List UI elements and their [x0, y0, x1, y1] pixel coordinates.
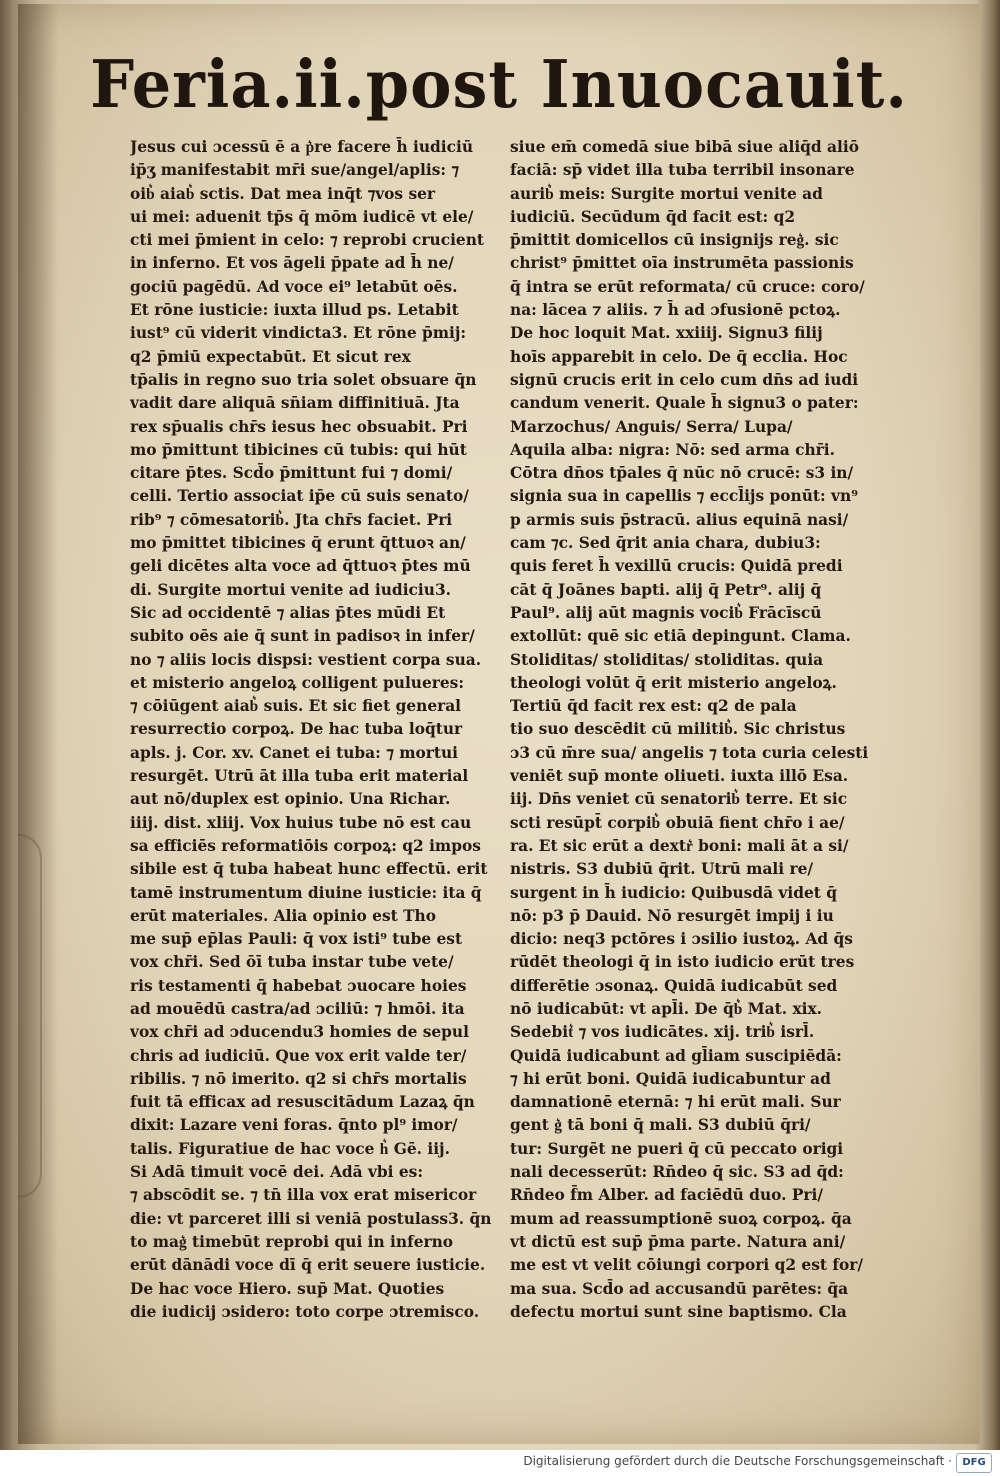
text-line: siue em̄ comedā siue bibā siue aliq̄d aliō	[510, 138, 859, 156]
text-line: signū crucis erit in celo cum dn̄s ad iudi	[510, 370, 859, 389]
text-line: christ⁹ p̄mittet oīa instrumēta passionis	[510, 254, 854, 273]
text-line: vox chr̄i ad ɔducendu3 homies de sepul	[130, 1023, 469, 1042]
text-line: cāt q̄ Joānes bapti. alij q̄ Petr⁹. alij q̄	[510, 580, 822, 599]
text-line: faciā: sp̄ videt illa tuba terribil insonare	[510, 161, 855, 180]
text-line: erūt dānādi voce dī q̄ erit seuere iusticie.	[130, 1256, 486, 1275]
text-line: Si Adā timuit vocē dei. Adā vbi es:	[130, 1163, 424, 1182]
text-line: Stoliditas/ stoliditas/ stoliditas. quia	[510, 650, 824, 669]
text-line: sa efficiēs reformatiōis corpoꝝ: q2 impos	[130, 836, 481, 855]
footer-bar	[0, 1450, 1000, 1476]
text-line: nō iudicabūt: vt apl̄i. De q̄b͛ Mat. xix.	[510, 999, 823, 1018]
text-line: geli dicētes alta voce ad q̄ttuoꝛ p̄tes mū	[130, 557, 471, 576]
text-line: vadit dare aliquā sn̄iam diffinitiuā. Jta	[130, 394, 460, 413]
text-line: iiij. dist. xliij. Vox huius tube nō est cau	[130, 813, 472, 832]
text-line: Rn̄deo f̄m Alber. ad faciēdū duo. Pri/	[510, 1186, 823, 1205]
text-line: et misterio angeloꝝ colligent pulueres:	[130, 673, 465, 692]
text-line: na: lācea ⁊ aliis. ⁊ h̄ ad ɔfusionē pctoꝝ.	[510, 301, 841, 320]
text-line: tamē instrumentum diuine iusticie: ita q̄	[130, 883, 482, 902]
text-line: Tertiū q̄d facit rex est: q2 de pala	[510, 697, 797, 716]
binding-shadow	[18, 4, 58, 1444]
text-line: iust⁹ cū viderit vindicta3. Et rōne p̄mij:	[130, 324, 467, 343]
text-line: Paul⁹. alij aūt magnis vocib͛ Frācīscū	[510, 603, 822, 622]
dfg-logo-icon: DFG	[956, 1453, 992, 1473]
text-line: ribilis. ⁊ nō imerito. q2 si chr̄s mortalis	[130, 1069, 467, 1088]
text-line: tur: Surgēt ne pueri q̄ cū peccato origi	[510, 1139, 844, 1158]
text-line: Quidā iudicabunt ad gl̄iam suscipiēdā:	[510, 1046, 842, 1065]
text-line: Aquila alba: nigra: Nō: sed arma chr̄i.	[510, 440, 835, 459]
text-line: rib⁹ ⁊ cōmesatorib͛. Jta chr̄s faciet. Pri	[130, 510, 453, 529]
text-line: dicio: neq3 pctōres i ɔsilio iustoꝝ. Ad q̄s	[510, 930, 853, 949]
text-line: nō: p3 p̄ Dauid. Nō resurgēt impij i iu	[510, 906, 834, 925]
text-line: dixit: Lazare veni foras. q̄nto pl⁹ imor/	[130, 1116, 458, 1135]
text-line: apls. j. Cor. xv. Canet ei tuba: ⁊ mortui	[130, 743, 459, 762]
text-line: ui mei: aduenit tp̄s q̄ mōm iudicē vt ele/	[130, 207, 474, 226]
text-line: vox chr̄i. Sed ōī tuba instar tube vete/	[130, 953, 454, 972]
text-line: gent g͛ tā boni q̄ mali. S3 dubiū q̄ri/	[510, 1116, 811, 1135]
page-title: Feria.ii.post Inuocauit.	[90, 46, 908, 123]
text-line: iij. Dn̄s veniet cū senatorib͛ terre. Et sic	[510, 790, 848, 809]
book-page	[18, 4, 980, 1444]
text-line: citare p̄tes. Scd̄o p̄mittunt fui ⁊ domi/	[130, 464, 453, 483]
text-line: fuit tā efficax ad resuscitādum Lazaꝝ q̄n	[130, 1093, 475, 1112]
text-line: p armis suis p̄stracū. alius equinā nasi/	[510, 510, 849, 529]
text-line: sibile est q̄ tuba habeat hunc effectū. erit	[130, 860, 488, 879]
text-line: ⁊ abscōdit se. ⁊ tn̄ illa vox erat misericor	[130, 1186, 477, 1205]
text-line: di. Surgite mortui venite ad iudiciu3.	[130, 580, 452, 599]
text-line: hoīs apparebit in celo. De q̄ ecclia. Hoc	[510, 347, 848, 366]
text-line: q2 p̄miū expectabūt. Et sicut rex	[130, 347, 411, 366]
text-line: me sup̄ ep̄las Pauli: q̄ vox isti⁹ tube est	[130, 930, 463, 949]
text-line: q̄ intra se erūt reformata/ cū cruce: coro/	[510, 277, 865, 296]
text-line: ɔ3 cū m̄re sua/ angelis ⁊ tota curia celesti	[510, 743, 869, 762]
text-line: damnationē eternā: ⁊ hi erūt mali. Sur	[510, 1093, 841, 1112]
text-line: Cōtra dn̄os tp̄ales q̄ nūc nō crucē: s3 in/	[510, 464, 854, 483]
text-line: vt dictū est sup̄ p̄ma parte. Natura ani/	[510, 1232, 846, 1251]
text-line: mum ad reassumptionē suoꝝ corpoꝝ. q̄a	[510, 1209, 852, 1228]
text-line: defectu mortui sunt sine baptismo. Cla	[510, 1302, 847, 1321]
text-line: ⁊ hi erūt boni. Quidā iudicabuntur ad	[510, 1069, 831, 1088]
text-line: aurib͛ meis: Surgite mortui venite ad	[510, 184, 823, 203]
text-line: nali decesserūt: Rn̄deo q̄ sic. S3 ad q̄d:	[510, 1163, 844, 1182]
text-line: resurrectio corpoꝝ. De hac tuba loq̄tur	[130, 720, 463, 739]
text-line: Jesus cui ɔcessū ē a p͛re facere h̄ iudiciū	[130, 138, 474, 156]
text-line: tp̄alis in regno suo tria solet obsuare q̄n	[130, 370, 477, 389]
text-line: die: vt parceret illi si veniā postulass3. q̄n	[130, 1209, 492, 1228]
text-line: surgent in h̄ iudicio: Quibusdā videt q̄	[510, 883, 838, 902]
text-line: p̄mittit domicellos cū insignijs reg͛. sic	[510, 231, 839, 250]
text-line: scti resūpt̄ corpib͛ obuiā fient chr̄o i ae/	[510, 813, 845, 832]
text-line: cti mei p̄mient in celo: ⁊ reprobi crucient	[130, 231, 485, 250]
text-line: theologi volūt q̄ erit misterio angeloꝝ.	[510, 673, 837, 692]
text-line: ad mouēdū castra/ad ɔciliū: ⁊ hmōi. ita	[130, 999, 465, 1018]
text-line: rūdēt theologi q̄ in isto iudicio erūt tres	[510, 953, 855, 972]
text-line: quis feret h̄ vexillū crucis: Quidā predi	[510, 557, 843, 576]
text-line: subito oēs aie q̄ sunt in padisoꝛ in infer/	[130, 627, 475, 646]
text-line: in inferno. Et vos āgeli p̄pate ad h̄ ne/	[130, 254, 454, 273]
text-line: chris ad iudiciū. Que vox erit valde ter/	[130, 1046, 467, 1065]
text-line: candum venerit. Quale h̄ signu3 o pater:	[510, 394, 859, 413]
text-line: oib͛ aiab͛ sctis. Dat mea inq̄t ⁊vos ser	[130, 184, 436, 203]
text-line: cam ⁊c. Sed q̄rit ania chara, dubiu3:	[510, 534, 821, 553]
text-line: talis. Figuratiue de hac voce h͛ Gē. iij.	[130, 1139, 450, 1158]
left-text-column	[130, 136, 502, 1324]
text-line: tio suo descēdit cū militib͛. Sic christus	[510, 720, 846, 739]
text-line: nistris. S3 dubiū q̄rit. Utrū mali re/	[510, 860, 813, 879]
text-line: die iudicij ɔsidero: toto corpe ɔtremisco.	[130, 1302, 480, 1321]
text-line: De hac voce Hiero. sup̄ Mat. Quoties	[130, 1279, 445, 1298]
text-line: me est vt velit cōiungi corpori q2 est for/	[510, 1256, 863, 1275]
text-line: ris testamenti q̄ habebat ɔuocare hoies	[130, 976, 467, 995]
text-line: Sedebit͛ ⁊ vos iudicātes. xij. trib͛ isrl̄.	[510, 1023, 815, 1042]
text-line: gociū pagēdū. Ad voce ei⁹ letabūt oēs.	[130, 277, 458, 296]
text-line: signia sua in capellis ⁊ eccl̄ijs ponūt: vn⁹	[510, 487, 858, 506]
text-line: no ⁊ aliis locis dispsi: vestient corpa sua.	[130, 650, 482, 669]
text-line: celli. Tertio associat ip̄e cū suis senato/	[130, 487, 469, 506]
footer-credit: Digitalisierung gefördert durch die Deutsche Forschungsgemeinschaft ·	[523, 1454, 952, 1468]
text-line: erūt materiales. Alia opinio est Tho	[130, 906, 436, 925]
text-line: resurgēt. Utrū āt illa tuba erit material	[130, 767, 469, 786]
text-line: veniēt sup̄ monte oliueti. iuxta illō Esa.	[510, 767, 849, 786]
page-tab-edge	[18, 834, 42, 1198]
text-line: ma sua. Scd̄o ad accusandū parētes: q̄a	[510, 1279, 849, 1298]
text-line: to mag͛ timebūt reprobi qui in inferno	[130, 1232, 454, 1251]
right-text-column	[510, 136, 882, 1324]
text-line: ip̄ʒ manifestabit mr̄i sue/angel/aplis: ⁊	[130, 161, 460, 180]
text-line: differētie ɔsonaꝝ. Quidā iudicabūt sed	[510, 976, 838, 995]
text-line: rex sp̄ualis chr̄s iesus hec obsuabit. Pri	[130, 417, 468, 436]
text-line: Marzochus/ Anguis/ Serra/ Lupa/	[510, 417, 793, 436]
text-line: mo p̄mittunt tibicines cū tubis: qui hūt	[130, 440, 467, 459]
text-line: ra. Et sic erūt a dextr͛ boni: mali āt a si/	[510, 836, 849, 855]
text-line: mo p̄mittet tibicines q̄ erunt q̄ttuoꝛ an/	[130, 534, 466, 553]
text-line: De hoc loquit Mat. xxiiij. Signu3 filij	[510, 324, 823, 343]
text-line: Et rōne iusticie: iuxta illud ps. Letabit	[130, 301, 459, 320]
text-line: ⁊ cōiūgent aiab͛ suis. Et sic fiet general	[130, 697, 462, 716]
text-line: iudiciū. Secūdum q̄d facit est: q2	[510, 207, 796, 226]
text-line: extollūt: quē sic etiā depingunt. Clama.	[510, 627, 851, 646]
text-line: Sic ad occidentē ⁊ alias p̄tes mūdi Et	[130, 603, 446, 622]
text-line: aut nō/duplex est opinio. Una Richar.	[130, 790, 451, 809]
